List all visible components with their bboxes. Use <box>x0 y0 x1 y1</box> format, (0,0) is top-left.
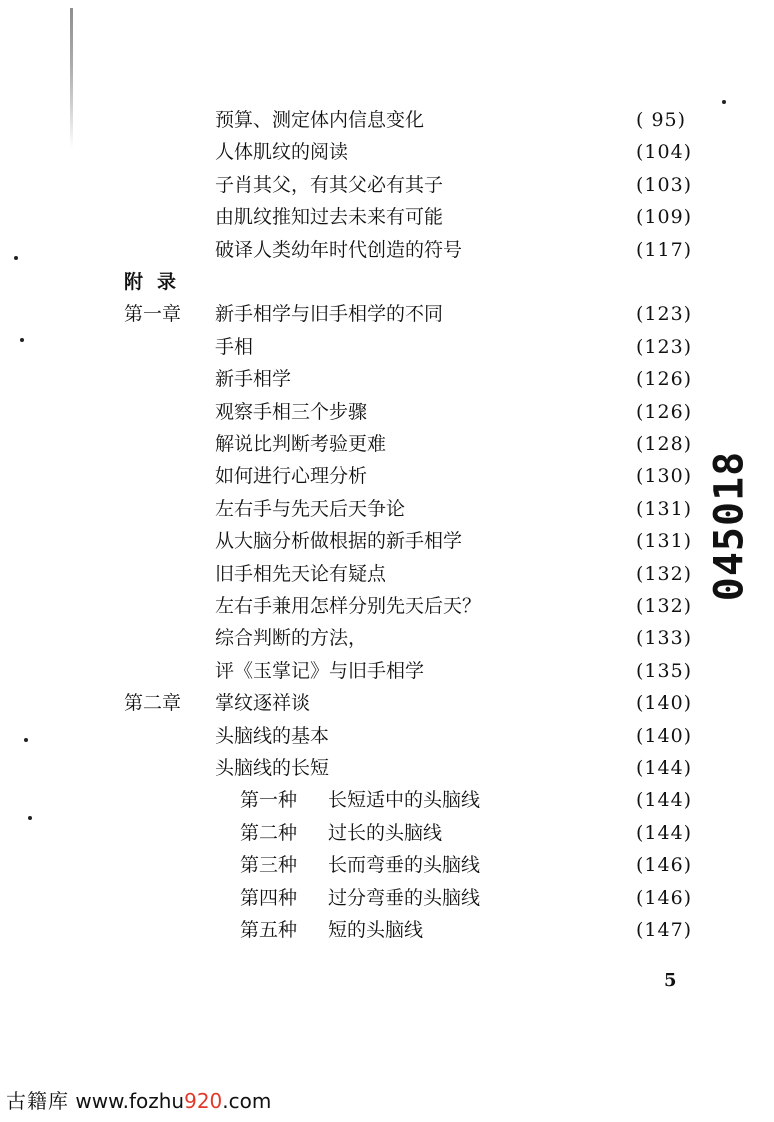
entry-title: 头脑线的基本 <box>215 724 330 747</box>
toc-entry <box>0 590 774 622</box>
entry-title: 评《玉掌记》与旧手相学 <box>215 659 425 682</box>
entry-title: 头脑线的长短 <box>215 757 330 779</box>
entry-page-ref: (144) <box>636 821 693 844</box>
entry-title: 旧手相先天论有疑点 <box>215 562 387 585</box>
chapter-label: 第一章 <box>124 303 182 326</box>
dot-leader <box>512 525 622 557</box>
dot-leader <box>418 428 622 460</box>
dot-leader <box>490 298 622 330</box>
entry-title: 左右手兼用怎样分别先天后天？ <box>215 595 482 617</box>
watermark-site-digits: 920 <box>184 1089 223 1113</box>
toc-entry <box>0 622 774 654</box>
entry-page-ref: (147) <box>636 919 693 941</box>
toc-entry <box>0 493 774 525</box>
entry-page-ref: (117) <box>636 238 693 261</box>
toc-entry <box>0 428 774 460</box>
entry-title: 子肖其父，有其父必有其子 <box>215 173 444 196</box>
dot-leader <box>300 363 622 395</box>
toc-entry <box>0 201 774 233</box>
dot-leader <box>490 201 622 233</box>
toc-entry <box>0 136 774 168</box>
dot-leader <box>465 104 622 136</box>
entry-page-ref: (109) <box>636 206 693 229</box>
entry-page-ref: (140) <box>636 724 693 747</box>
dot-leader <box>508 882 622 914</box>
catalog-stamp-number: 045018 <box>706 450 752 602</box>
entry-page-ref: (103) <box>636 173 693 196</box>
appendix-heading: 附录 <box>124 271 191 293</box>
entry-title: 手相 <box>215 335 254 358</box>
catalog-stamp <box>704 450 754 602</box>
dot-leader <box>440 493 622 525</box>
entry-title: 从大脑分析做根据的新手相学 <box>215 530 463 553</box>
toc-entry <box>0 558 774 590</box>
entry-title: 解说比判断考验更难 <box>215 433 387 455</box>
toc-entry <box>0 460 774 492</box>
entry-title: 掌纹逐祥谈 <box>215 692 311 715</box>
appendix-heading-row <box>0 266 774 298</box>
entry-sub-label: 第四种 <box>240 886 298 909</box>
dot-leader <box>444 914 622 946</box>
entry-page-ref: (104) <box>636 141 693 164</box>
toc-entry <box>0 817 774 849</box>
dot-leader <box>350 752 622 784</box>
entry-page-ref: ( 95) <box>636 109 687 131</box>
dot-leader <box>508 234 622 266</box>
entry-page-ref: (144) <box>636 757 693 779</box>
dot-leader <box>395 622 622 654</box>
entry-page-ref: (146) <box>636 854 693 877</box>
entry-title <box>240 849 480 881</box>
entry-title <box>240 914 423 946</box>
toc-entry <box>0 882 774 914</box>
entry-page-ref: (126) <box>636 368 693 391</box>
dot-leader <box>395 460 622 492</box>
entry-sub-title: 过分弯垂的头脑线 <box>328 886 481 909</box>
watermark-brand: 古籍库 <box>6 1089 69 1113</box>
dot-leader <box>418 558 622 590</box>
entry-sub-title: 过长的头脑线 <box>328 821 443 844</box>
toc-entry <box>0 720 774 752</box>
toc-entry <box>0 849 774 881</box>
entry-page-ref: (131) <box>636 497 693 520</box>
entry-title: 破译人类幼年时代创造的符号 <box>215 238 463 261</box>
chapter-label: 第二章 <box>124 692 182 715</box>
page-number: 5 <box>664 970 677 991</box>
site-watermark <box>6 1085 271 1114</box>
entry-sub-label: 第一种 <box>240 789 298 812</box>
entry-page-ref: (131) <box>636 530 693 553</box>
toc-entry <box>0 655 774 687</box>
entry-title: 预算、测定体内信息变化 <box>215 109 425 131</box>
watermark-site-suffix: .com <box>222 1089 272 1113</box>
toc-entry <box>0 525 774 557</box>
entry-title: 如何进行心理分析 <box>215 465 368 488</box>
dot-leader <box>462 655 622 687</box>
entry-title: 由肌纹推知过去未来有可能 <box>215 206 444 229</box>
entry-page-ref: (123) <box>636 303 693 326</box>
entry-page-ref: (132) <box>636 595 693 617</box>
toc-entry <box>0 687 774 719</box>
dot-leader <box>466 817 622 849</box>
entry-page-ref: (144) <box>636 789 693 812</box>
toc-entry <box>0 331 774 363</box>
toc-entry <box>0 784 774 816</box>
entry-sub-label: 第二种 <box>240 821 298 844</box>
dot-leader <box>255 331 622 363</box>
toc-entry <box>0 234 774 266</box>
toc-entry <box>0 363 774 395</box>
watermark-site-prefix: www.fozhu <box>75 1089 185 1113</box>
entry-page-ref: (135) <box>636 659 693 682</box>
toc-entry <box>0 914 774 946</box>
dot-leader <box>490 169 622 201</box>
entry-page-ref: (133) <box>636 627 693 650</box>
entry-title <box>240 817 442 849</box>
entry-title: 观察手相三个步骤 <box>215 400 368 423</box>
toc-entry <box>0 396 774 428</box>
dot-leader <box>395 396 622 428</box>
entry-title: 人体肌纹的阅读 <box>215 141 349 164</box>
dot-leader <box>508 849 622 881</box>
toc-entry <box>0 104 774 136</box>
dot-leader <box>350 720 622 752</box>
entry-page-ref: (130) <box>636 465 693 488</box>
entry-title <box>240 784 480 816</box>
entry-sub-title: 长而弯垂的头脑线 <box>328 854 481 877</box>
entry-title: 综合判断的方法， <box>215 627 368 650</box>
toc-entry <box>0 298 774 330</box>
entry-page-ref: (128) <box>636 433 693 455</box>
entry-sub-title: 长短适中的头脑线 <box>328 789 481 812</box>
entry-sub-label: 第三种 <box>240 854 298 877</box>
entry-page-ref: (126) <box>636 400 693 423</box>
entry-sub-title: 短的头脑线 <box>328 919 424 941</box>
dot-leader <box>372 136 622 168</box>
dot-leader <box>508 784 622 816</box>
toc-entry <box>0 169 774 201</box>
entry-title: 新手相学与旧手相学的不同 <box>215 303 444 326</box>
entry-title: 左右手与先天后天争论 <box>215 497 406 520</box>
toc-entry <box>0 752 774 784</box>
entry-page-ref: (140) <box>636 692 693 715</box>
dot-leader <box>328 687 622 719</box>
entry-page-ref: (146) <box>636 886 693 909</box>
entry-title <box>240 882 480 914</box>
entry-sub-label: 第五种 <box>240 919 298 941</box>
entry-page-ref: (132) <box>636 562 693 585</box>
entry-title: 新手相学 <box>215 368 292 391</box>
entry-page-ref: (123) <box>636 335 693 358</box>
